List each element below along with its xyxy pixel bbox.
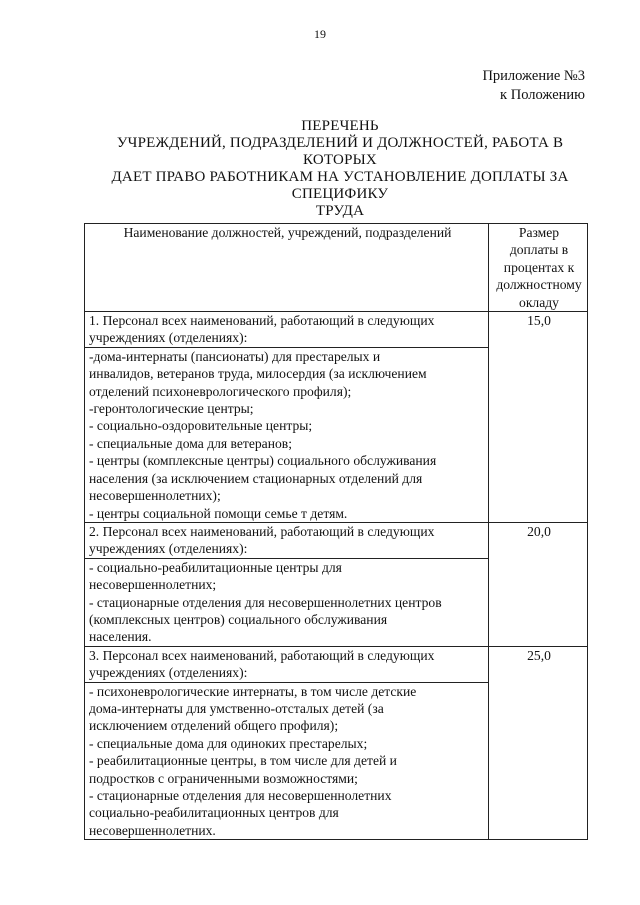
text-line: - стационарные отделения для несовершеннолетних bbox=[89, 788, 392, 803]
text-line: несовершеннолетних); bbox=[89, 488, 221, 504]
text-line: дома-интернаты для умственно-отсталых детей (за bbox=[89, 700, 384, 716]
allowance-value: 15,0 bbox=[489, 312, 588, 523]
text-line: 1. Персонал всех наименований, работающий в следующих bbox=[89, 313, 435, 329]
appendix-reference bbox=[482, 67, 585, 105]
text-line: 3. Персонал всех наименований, работающий в следующих bbox=[89, 647, 435, 663]
header-allowance-size bbox=[489, 224, 588, 312]
text-line: социально-реабилитационных центров для bbox=[89, 805, 339, 821]
text-line: учреждениях (отделениях): bbox=[89, 330, 248, 346]
title-line: ДАЕТ ПРАВО РАБОТНИКАМ НА УСТАНОВЛЕНИЕ ДОПЛАТЫ ЗА bbox=[111, 169, 569, 185]
title-line: УЧРЕЖДЕНИЙ, ПОДРАЗДЕЛЕНИЙ И ДОЛЖНОСТЕЙ, РАБОТА В bbox=[116, 135, 564, 151]
header-line: процентах к bbox=[503, 259, 575, 275]
title-line: ПЕРЕЧЕНЬ bbox=[301, 118, 379, 134]
text-line: - специальные дома для ветеранов; bbox=[89, 435, 292, 451]
text-line: - социально-реабилитационные центры для bbox=[89, 559, 342, 575]
table-header-row bbox=[85, 224, 588, 312]
text-line: - центры (комплексные центры) социального обслуживания bbox=[89, 453, 437, 469]
text-line: - стационарные отделения для несовершеннолетних центров bbox=[89, 594, 442, 610]
section-1-heading-row bbox=[85, 312, 588, 348]
text-line: учреждениях (отделениях): bbox=[89, 541, 248, 557]
text-line: -геронтологические центры; bbox=[89, 401, 254, 417]
text-line: - социально-оздоровительные центры; bbox=[89, 418, 313, 434]
section-3-heading-row bbox=[85, 646, 588, 682]
appendix-line-2: к Положению bbox=[500, 87, 585, 103]
text-line: несовершеннолетних. bbox=[89, 822, 216, 838]
header-line: доплаты в bbox=[509, 242, 569, 258]
text-line: несовершеннолетних; bbox=[89, 577, 217, 593]
appendix-line-1: Приложение №3 bbox=[482, 68, 585, 84]
section-heading bbox=[85, 312, 489, 348]
text-line: -дома-интернаты (пансионаты) для престарелых и bbox=[89, 348, 381, 364]
allowance-value: 25,0 bbox=[489, 646, 588, 839]
section-body bbox=[85, 347, 489, 522]
page-number: 19 bbox=[314, 27, 326, 41]
text-line: населения (за исключением стационарных отделений для bbox=[89, 470, 423, 486]
text-line: - центры социальной помощи семье т детям. bbox=[89, 505, 348, 521]
title-line: КОТОРЫХ bbox=[303, 152, 377, 168]
text-line: подростков с ограниченными возможностями; bbox=[89, 770, 358, 786]
section-heading bbox=[85, 646, 489, 682]
header-line: окладу bbox=[519, 294, 559, 310]
text-line: исключением отделений общего профиля); bbox=[89, 718, 339, 734]
header-positions: Наименование должностей, учреждений, подразделений bbox=[85, 224, 489, 312]
header-line: Размер bbox=[518, 225, 560, 240]
text-line: населения. bbox=[89, 629, 152, 645]
text-line: инвалидов, ветеранов труда, милосердия (за исключением bbox=[89, 366, 427, 382]
text-line: учреждениях (отделениях): bbox=[89, 665, 248, 681]
text-line: 2. Персонал всех наименований, работающий в следующих bbox=[89, 523, 435, 539]
allowance-value: 20,0 bbox=[489, 522, 588, 646]
title-line: ТРУДА bbox=[315, 203, 365, 219]
text-line: - специальные дома для одиноких престарелых; bbox=[89, 735, 368, 751]
title-line: СПЕЦИФИКУ bbox=[291, 186, 389, 202]
text-line: - реабилитационные центры, в том числе для детей и bbox=[89, 753, 397, 769]
text-line: отделений психоневрологического профиля); bbox=[89, 383, 352, 399]
text-line: - психоневрологические интернаты, в том числе детские bbox=[89, 683, 417, 699]
document-title bbox=[80, 118, 600, 220]
allowance-table bbox=[84, 223, 588, 840]
section-heading bbox=[85, 522, 489, 558]
section-2-heading-row bbox=[85, 522, 588, 558]
text-line: (комплексных центров) социального обслуживания bbox=[89, 611, 388, 627]
header-line: должностному bbox=[496, 277, 582, 293]
section-body bbox=[85, 682, 489, 840]
section-body bbox=[85, 558, 489, 646]
